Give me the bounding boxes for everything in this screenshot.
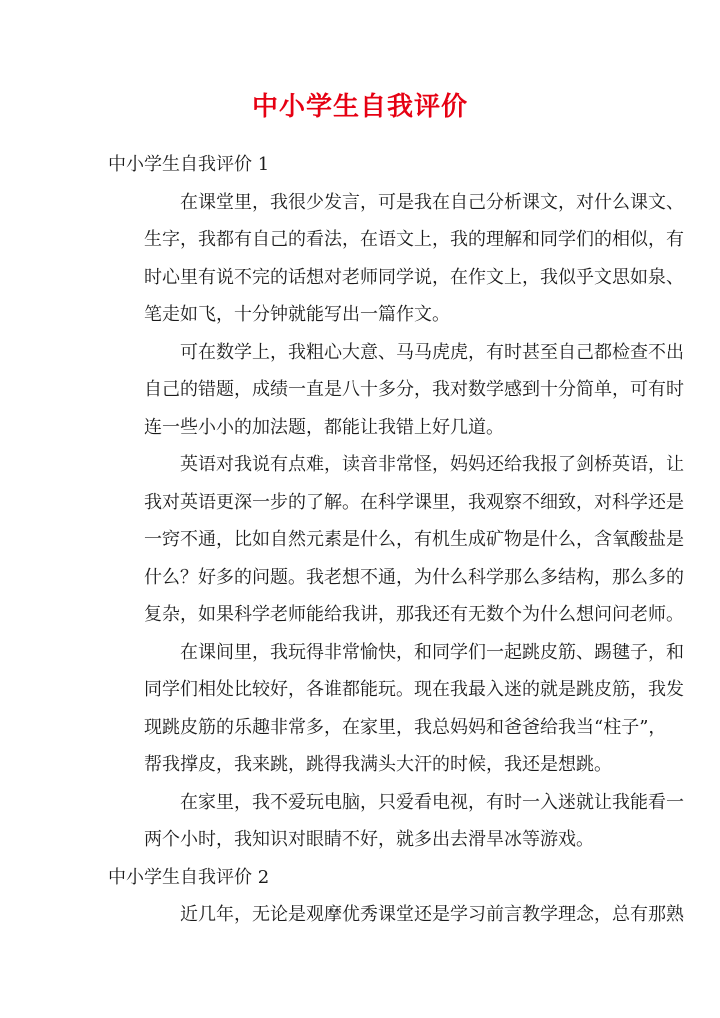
document-body — [108, 146, 684, 934]
text-line: 帮我撑皮，我来跳，跳得我满头大汗的时候，我还是想跳。 — [144, 754, 612, 775]
text-line: 连一些小小的加法题，都能让我错上好几道。 — [144, 416, 504, 438]
text-line: 在课堂里，我很少发言，可是我在自己分析课文，对什么课文、 — [180, 191, 684, 213]
text-line: 我对英语更深一步的了解。在科学课里，我观察不细致，对科学还是 — [144, 491, 684, 513]
text-line: 生字，我都有自己的看法，在语文上，我的理解和同学们的相似，有 — [144, 229, 684, 250]
text-line: 两个小时，我知识对眼睛不好，就多出去滑旱冰等游戏。 — [144, 829, 594, 850]
text-line: 复杂，如果科学老师能给我讲，那我还有无数个为什么想问问老师。 — [144, 604, 684, 625]
text-line: 在课间里，我玩得非常愉快，和同学们一起跳皮筋、踢毽子，和 — [180, 641, 684, 663]
paragraph-1-2 — [108, 334, 684, 447]
text-line: 什么？好多的问题。我老想不通，为什么科学那么多结构，那么多的 — [144, 566, 684, 588]
text-line: 同学们相处比较好，各谁都能玩。现在我最入迷的就是跳皮筋，我发 — [144, 679, 684, 700]
paragraph-1-1 — [108, 184, 684, 334]
text-line: 在家里，我不爱玩电脑，只爱看电视，有时一入迷就让我能看一 — [180, 791, 684, 813]
text-line: 近几年，无论是观摩优秀课堂还是学习前言教学理念，总有那熟 — [180, 904, 684, 925]
section-heading-1: 中小学生自我评价 1 — [108, 154, 270, 175]
text-line: 可在数学上，我粗心大意、马马虎虎，有时甚至自己都检查不出 — [180, 341, 684, 363]
text-line: 笔走如飞，十分钟就能写出一篇作文。 — [144, 304, 450, 325]
text-line: 时心里有说不完的话想对老师同学说，在作文上，我似乎文思如泉、 — [144, 266, 684, 288]
text-line: 自己的错题，成绩一直是八十多分，我对数学感到十分简单，可有时 — [144, 379, 684, 400]
paragraph-1-3 — [108, 446, 684, 634]
paragraph-1-5 — [108, 784, 684, 859]
paragraph-1-4 — [108, 634, 684, 784]
text-line: 一窍不通，比如自然元素是什么，有机生成矿物是什么，含氧酸盐是 — [144, 529, 684, 550]
document-title: 中小学生自我评价 — [251, 92, 468, 122]
text-line: 英语对我说有点难，读音非常怪，妈妈还给我报了剑桥英语，让 — [180, 454, 684, 475]
text-line: 现跳皮筋的乐趣非常多，在家里，我总妈妈和爸爸给我当“柱子”， — [144, 716, 667, 738]
paragraph-2-1 — [108, 896, 684, 934]
section-heading-2: 中小学生自我评价 2 — [108, 866, 270, 888]
